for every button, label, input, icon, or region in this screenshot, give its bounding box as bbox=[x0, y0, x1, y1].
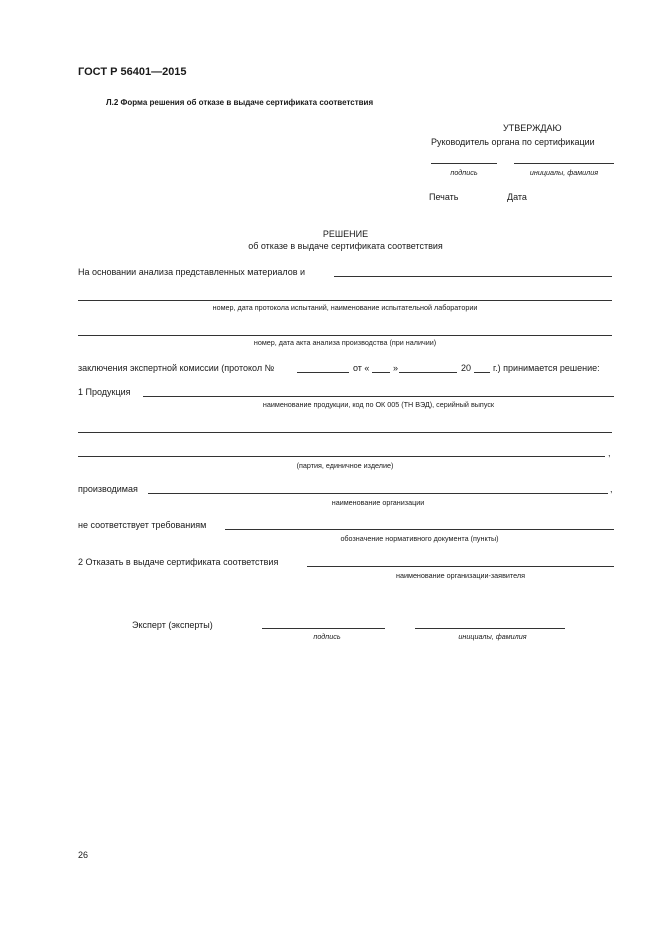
year-line bbox=[474, 372, 490, 373]
basis-label: На основании анализа представленных материалов и bbox=[78, 267, 306, 277]
protocol-line bbox=[78, 300, 612, 301]
decision-title: РЕШЕНИЕ bbox=[322, 229, 369, 239]
act-line bbox=[78, 335, 612, 336]
product-line bbox=[143, 396, 614, 397]
day-line bbox=[372, 372, 390, 373]
approver-name-line bbox=[514, 163, 614, 164]
protocol-caption: номер, дата протокола испытаний, наименование испытательной лаборатории bbox=[212, 303, 478, 312]
approver-signature-caption: подпись bbox=[450, 168, 478, 177]
product-caption: наименование продукции, код по ОК 005 (ТН ВЭД), серийный выпуск bbox=[262, 400, 495, 409]
producer-label: производимая bbox=[78, 484, 138, 494]
standard-number: ГОСТ Р 56401—2015 bbox=[78, 66, 187, 78]
expert-signature-caption: подпись bbox=[313, 632, 341, 641]
stamp-label: Печать bbox=[429, 192, 459, 202]
refuse-label: 2 Отказать в выдаче сертификата соответствия bbox=[78, 557, 279, 567]
date-label: Дата bbox=[507, 192, 527, 202]
protocol-number-line bbox=[297, 372, 349, 373]
producer-line bbox=[148, 493, 608, 494]
conclusion-from: от « bbox=[353, 363, 370, 373]
act-caption: номер, дата акта анализа производства (при наличии) bbox=[253, 338, 437, 347]
approver-signature-line bbox=[431, 163, 497, 164]
product-line-2 bbox=[78, 432, 612, 433]
approver-name-caption: инициалы, фамилия bbox=[529, 168, 599, 177]
producer-comma: , bbox=[610, 484, 613, 494]
expert-name-caption: инициалы, фамилия bbox=[458, 632, 527, 641]
noncompliance-label: не соответствует требованиям bbox=[78, 520, 207, 530]
approve-label: УТВЕРЖДАЮ bbox=[503, 123, 562, 133]
refuse-line bbox=[307, 566, 614, 567]
conclusion-end: г.) принимается решение: bbox=[493, 363, 600, 373]
page-number: 26 bbox=[78, 850, 89, 860]
conclusion-year-prefix: 20 bbox=[461, 363, 472, 373]
producer-caption: наименование организации bbox=[331, 498, 425, 507]
batch-comma: , bbox=[608, 448, 611, 458]
expert-name-line bbox=[415, 628, 565, 629]
conclusion-text: заключения экспертной комиссии (протокол № bbox=[78, 363, 275, 373]
batch-caption: (партия, единичное изделие) bbox=[296, 461, 394, 470]
conclusion-quote: » bbox=[393, 363, 399, 373]
section-title: Л.2 Форма решения об отказе в выдаче сертификата соответствия bbox=[106, 98, 374, 107]
product-label: 1 Продукция bbox=[78, 387, 131, 397]
basis-line bbox=[334, 276, 612, 277]
noncompliance-caption: обозначение нормативного документа (пункты) bbox=[340, 534, 499, 543]
month-line bbox=[399, 372, 457, 373]
refuse-caption: наименование организации-заявителя bbox=[396, 571, 525, 580]
noncompliance-line bbox=[225, 529, 614, 530]
expert-signature-line bbox=[262, 628, 385, 629]
approver-position: Руководитель органа по сертификации bbox=[431, 137, 595, 147]
expert-label: Эксперт (эксперты) bbox=[132, 620, 213, 630]
decision-subtitle: об отказе в выдаче сертификата соответствия bbox=[248, 241, 443, 251]
batch-line bbox=[78, 456, 605, 457]
